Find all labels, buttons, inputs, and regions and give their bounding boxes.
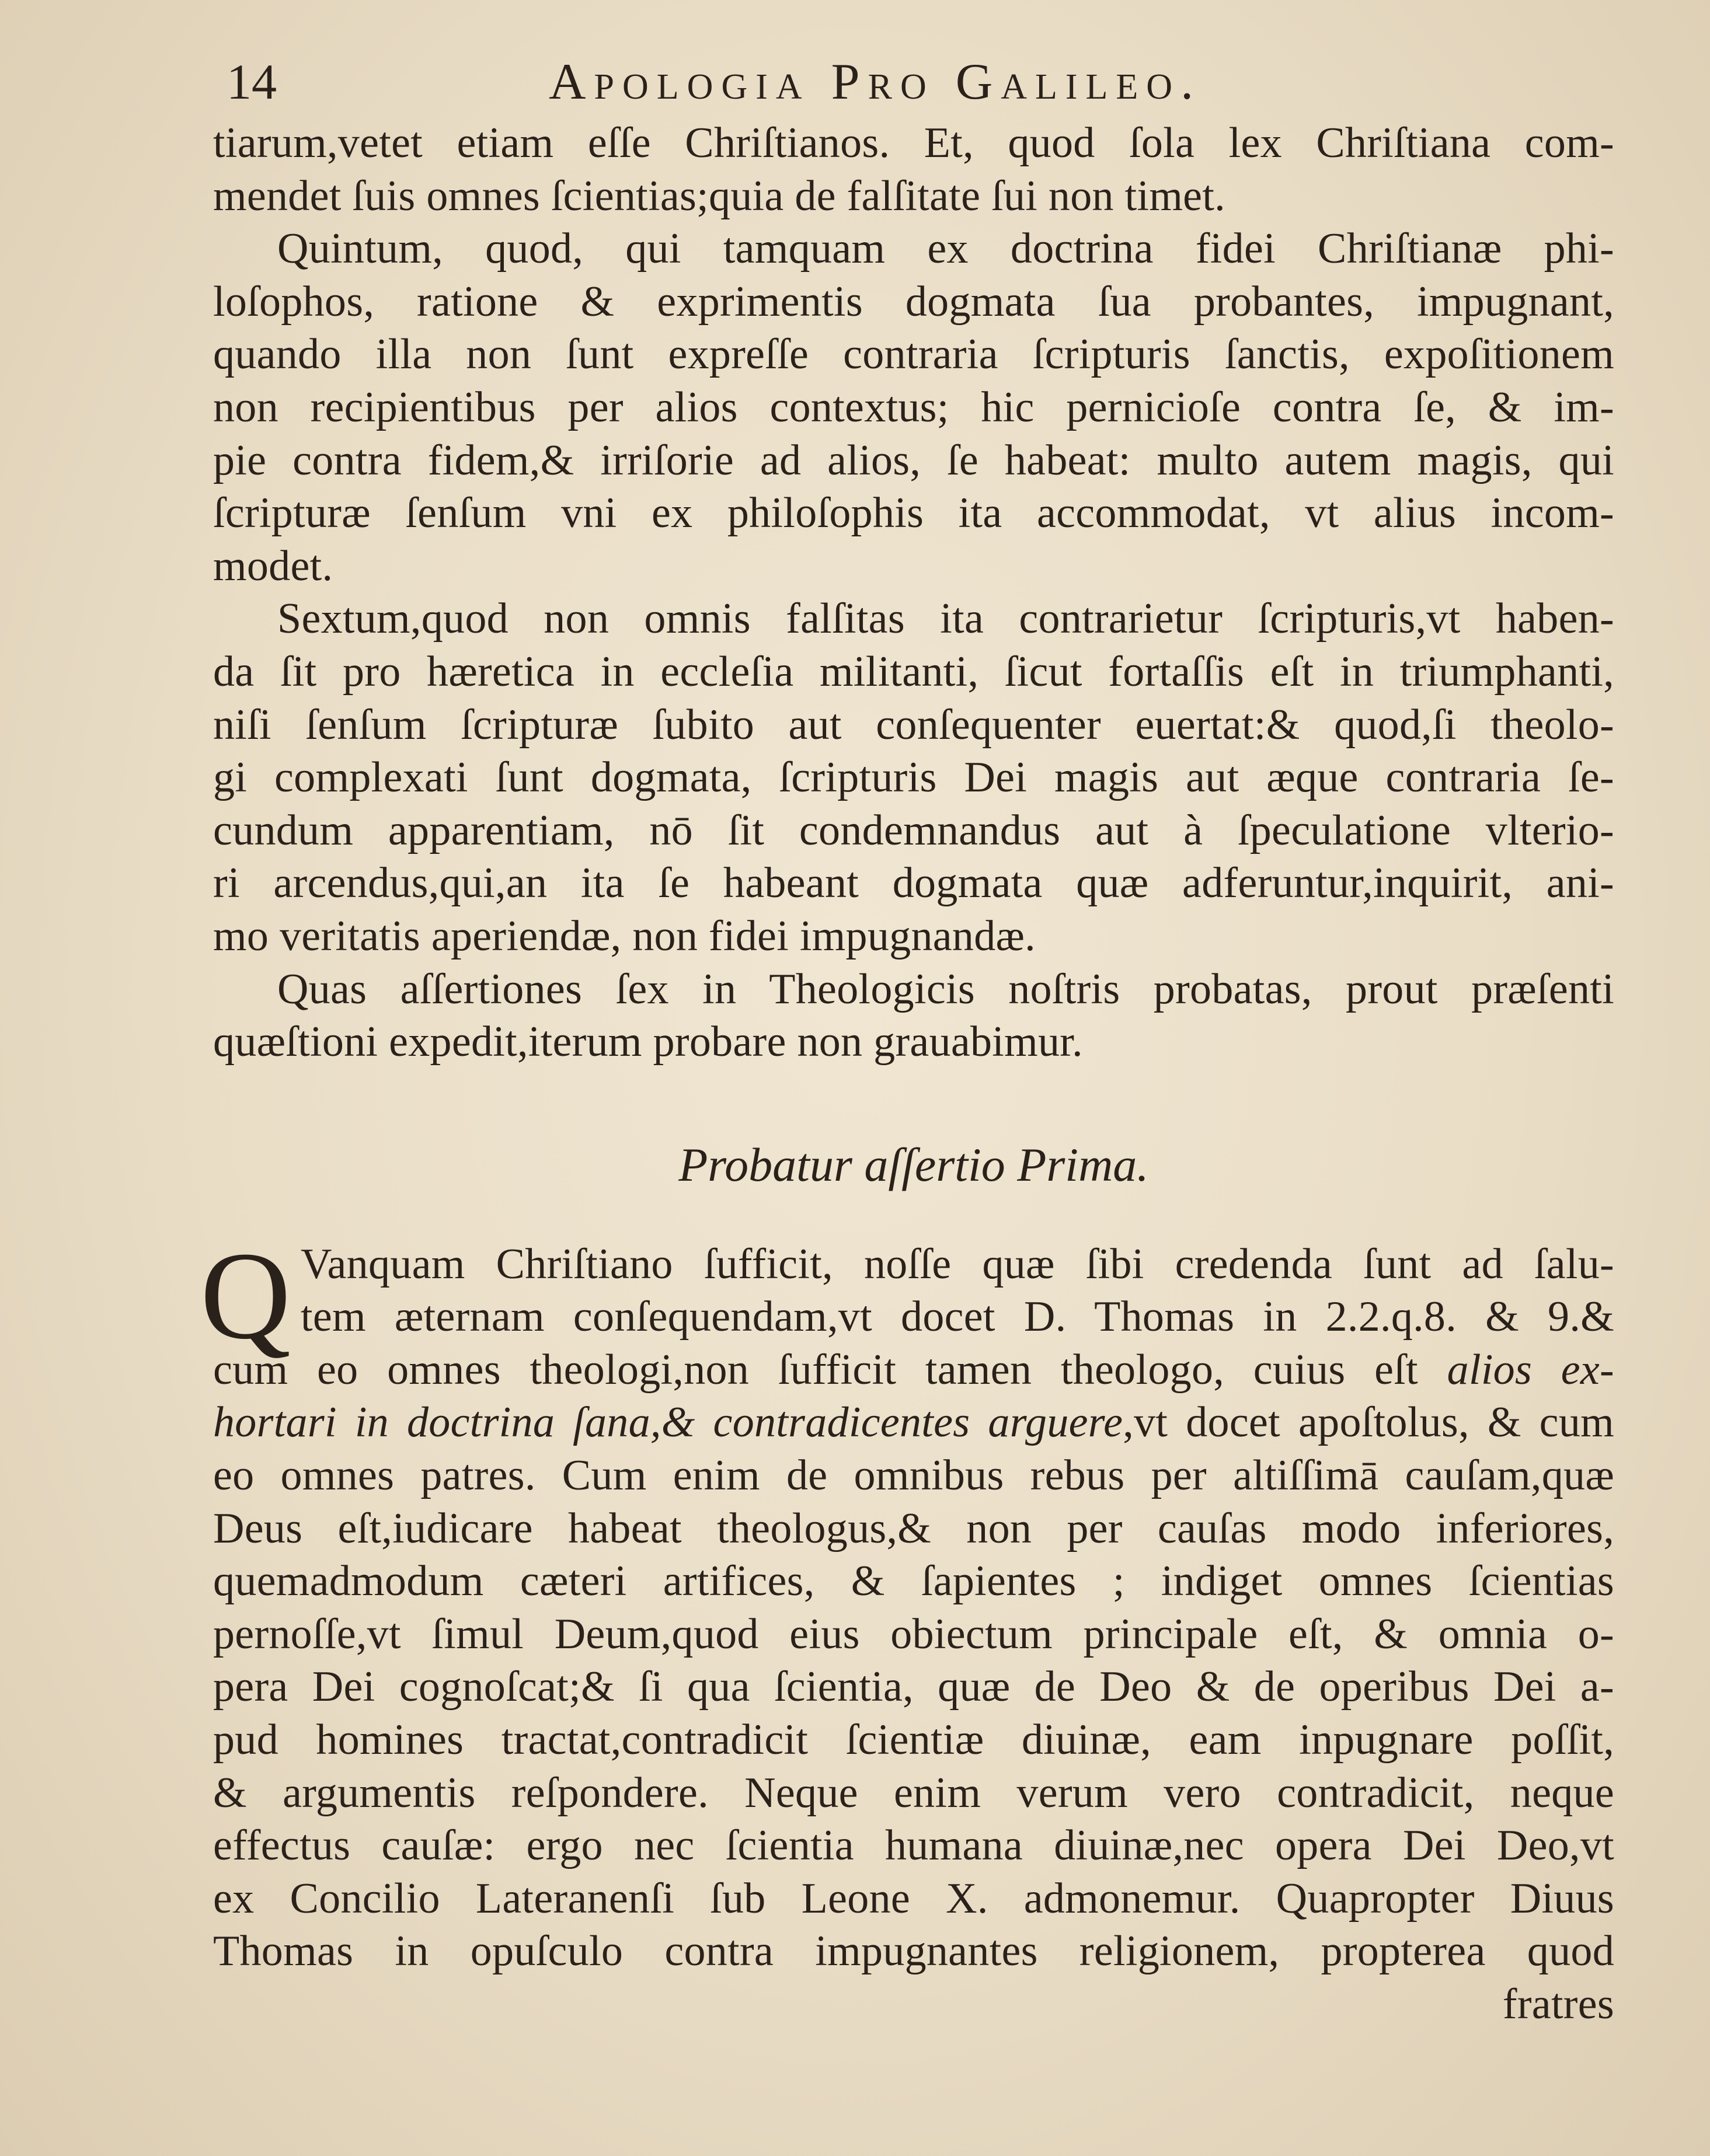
text-line: pernoſſe,vt ſimul Deum,quod eius obiectum principale eſt, & omnia o-	[213, 1610, 1614, 1658]
text-line: loſophos, ratione & exprimentis dogmata ſua probantes, impugnant,	[213, 277, 1614, 326]
text-line: mendet ſuis omnes ſcientias;quia de falſitate ſui non timet.	[213, 172, 1225, 220]
text-line: Quintum, quod, qui tamquam ex doctrina fidei Chriſtianæ phi-	[277, 225, 1614, 273]
catchword: fratres	[1502, 1980, 1614, 2028]
text-line: niſi ſenſum ſcripturæ ſubito aut conſequenter euertat:& quod,ſi theolo-	[213, 700, 1614, 749]
text-line: eo omnes patres. Cum enim de omnibus rebus per altiſſimā cauſam,quæ	[213, 1452, 1614, 1500]
text-line: & argumentis reſpondere. Neque enim verum vero contradicit, neque	[213, 1768, 1614, 1817]
italic-quote: hortari in doctrina ſana,& contradicentes arguere	[213, 1398, 1123, 1447]
text-line: cundum apparentiam, nō ſit condemnandus aut à ſpeculatione vlterio-	[213, 806, 1614, 854]
text-line: gi complexati ſunt dogmata, ſcripturis Dei magis aut æque contraria ſe-	[213, 753, 1614, 802]
text-line: quemadmodum cæteri artifices, & ſapientes ; indiget omnes ſcientias	[213, 1557, 1614, 1606]
text-line: Vanquam Chriſtiano ſufficit, noſſe quæ ſibi credenda ſunt ad ſalu-	[301, 1240, 1614, 1288]
page-header	[216, 41, 1629, 111]
text-line: tiarum,vetet etiam eſſe Chriſtianos. Et, quod ſola lex Chriſtiana com-	[213, 119, 1614, 167]
text-line: tem æternam conſequendam,vt docet D. Thomas in 2.2.q.8. & 9.&	[301, 1293, 1614, 1341]
text-line: modet.	[213, 542, 333, 590]
text-span: ,vt docet apoſtolus, & cum	[1123, 1398, 1614, 1447]
page-number: 14	[227, 54, 277, 110]
text-line: da ſit pro hæretica in eccleſia militanti, ſicut fortaſſis eſt in triumphanti,	[213, 647, 1614, 696]
text-line: quæſtioni expedit,iterum probare non grauabimur.	[213, 1018, 1083, 1066]
text-line: pera Dei cognoſcat;& ſi qua ſcientia, quæ de Deo & de operibus Dei a-	[213, 1663, 1614, 1711]
paragraph-sextum	[213, 592, 1614, 962]
text-line: Quas aſſertiones ſex in Theologicis noſtris probatas, prout præſenti	[277, 965, 1614, 1013]
text-line: ex Concilio Lateranenſi ſub Leone X. admonemur. Quapropter Diuus	[213, 1874, 1614, 1923]
text-line: effectus cauſæ: ergo nec ſcientia humana diuinæ,nec opera Dei Deo,vt	[213, 1822, 1614, 1870]
text-line: Deus eſt,iudicare habeat theologus,& non per cauſas modo inferiores,	[213, 1504, 1614, 1553]
text-line: pud homines tractat,contradicit ſcientiæ diuinæ, eam inpugnare poſſit,	[213, 1716, 1614, 1764]
text-line: Sextum,quod non omnis falſitas ita contrarietur ſcripturis,vt haben-	[277, 595, 1614, 643]
running-title: Apologia Pro Galileo.	[549, 54, 1202, 110]
italic-quote: alios ex-	[1447, 1345, 1614, 1394]
text-body	[200, 117, 1614, 2031]
text-line-mixed	[213, 1344, 1614, 1397]
text-line-mixed	[213, 1396, 1614, 1449]
text-line: Thomas in opuſculo contra impugnantes religionem, propterea quod	[213, 1927, 1614, 1976]
text-line: quando illa non ſunt expreſſe contraria ſcripturis ſanctis, expoſitionem	[213, 330, 1614, 379]
paragraph-quas	[213, 963, 1614, 1069]
text-span: cum eo omnes theologi,non ſufficit tamen theologo, cuius eſt	[213, 1345, 1418, 1394]
drop-cap: Q	[200, 1225, 291, 1365]
section-heading: Probatur aſſertio Prima.	[678, 1138, 1149, 1191]
paragraph-quintum	[213, 222, 1614, 592]
paragraph-main	[200, 1225, 1614, 2031]
text-line: ri arcendus,qui,an ita ſe habeant dogmata quæ adferuntur,inquirit, ani-	[213, 859, 1614, 908]
text-line: ſcripturæ ſenſum vni ex philoſophis ita accommodat, vt alius incom-	[213, 489, 1614, 538]
paragraph-continuation	[213, 117, 1614, 222]
text-line: non recipientibus per alios contextus; hic pernicioſe contra ſe, & im-	[213, 383, 1614, 431]
text-line: pie contra fidem,& irriſorie ad alios, ſe habeat: multo autem magis, qui	[213, 436, 1614, 484]
text-line: mo veritatis aperiendæ, non fidei impugnandæ.	[213, 912, 1036, 960]
